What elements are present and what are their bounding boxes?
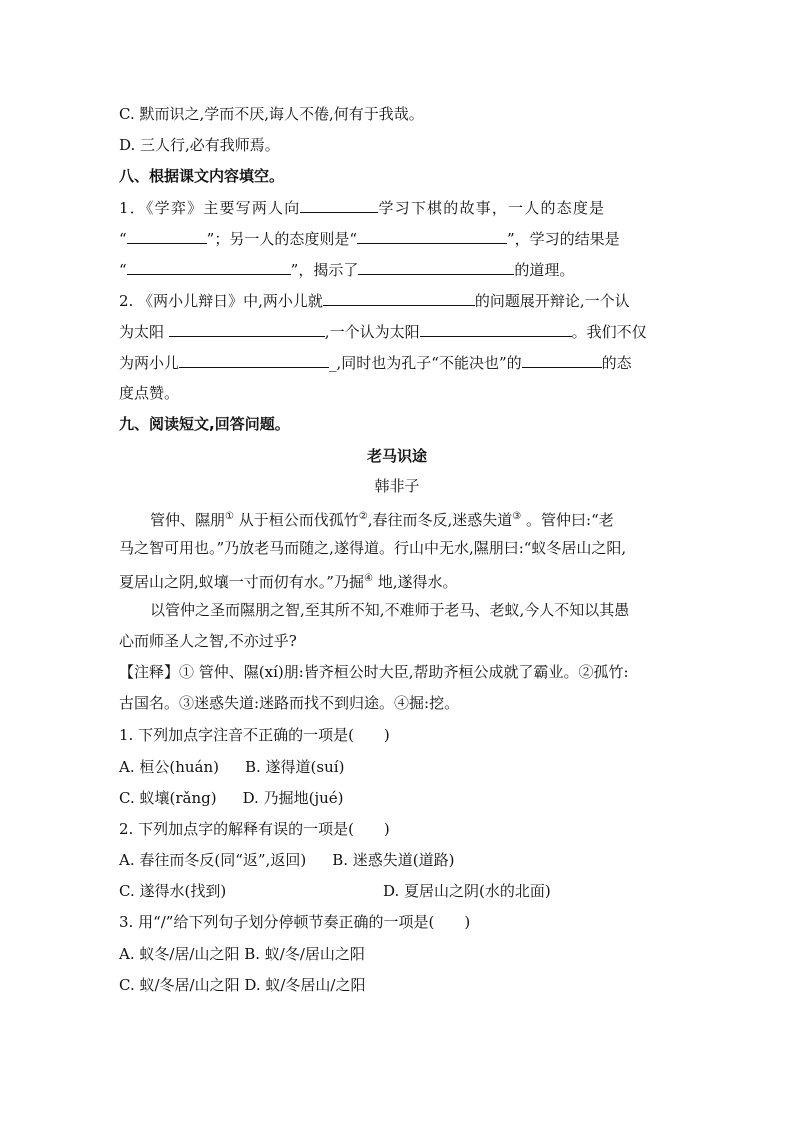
passage-p1-line1: [150, 507, 675, 530]
text: 的态: [601, 354, 632, 372]
q3-options-ab[interactable]: A. 蚁冬/居/山之阳 B. 蚁/冬/居山之阳: [119, 945, 365, 963]
option-c[interactable]: C. 遂得水(找到): [119, 882, 227, 900]
option-d: D. 三人行,必有我师焉。: [119, 136, 280, 154]
text: 从于桓公而伐孤竹: [238, 511, 359, 529]
passage-p2-line1: 以管仲之圣而隰朋之智,至其所不知,不难师于老马、老蚁,今人不知以其愚: [150, 601, 630, 619]
passage-author: 韩非子: [374, 477, 420, 495]
fill-blank[interactable]: [300, 197, 378, 213]
question-1: 1. 下列加点字注音不正确的一项是( ): [119, 726, 390, 744]
q1-options-cd: [119, 788, 675, 808]
text: 2. 《两小儿辩日》中,两小儿就: [119, 292, 323, 310]
s8-q2-line3: [119, 352, 675, 373]
text: 为太阳: [119, 323, 165, 341]
footnote-marker: ①: [225, 511, 234, 522]
fill-blank[interactable]: [179, 352, 329, 368]
text: ”；另一人的态度则是“: [206, 230, 358, 248]
option-a[interactable]: A. 桓公(huán): [119, 758, 219, 776]
text: 管仲、隰朋: [150, 511, 226, 529]
q1-options-ab: [119, 757, 675, 777]
s8-q1-line1: [119, 197, 675, 218]
s8-q2-line1: [119, 290, 675, 311]
text: ,春往而冬反,迷惑失道: [367, 511, 513, 529]
option-d[interactable]: D. 乃掘地(jué): [242, 789, 344, 807]
text: ,一个认为太阳: [324, 323, 420, 341]
option-c: C. 默而识之,学而不厌,诲人不倦,何有于我哉。: [119, 105, 424, 123]
q2-options-ab: [119, 850, 675, 870]
question-3: 3. 用“/”给下列句子划分停顿节奏正确的一项是( ): [119, 913, 471, 931]
text: ”，揭示了: [290, 261, 359, 279]
text: ”，学习的结果是: [507, 230, 620, 248]
text: 地,遂得水。: [377, 573, 458, 591]
text: 的道理。: [514, 261, 575, 279]
option-d[interactable]: D. 夏居山之阴(水的北面): [383, 882, 551, 900]
q3-options-cd[interactable]: C. 蚁/冬居/山之阳 D. 蚁/冬居山/之阳: [119, 976, 366, 994]
annotation-line2: 古国名。③迷惑失道:迷路而找不到归途。④掘:挖。: [119, 694, 460, 712]
q2-options-cd: [119, 881, 675, 901]
question-2: 2. 下列加点字的解释有误的一项是( ): [119, 820, 390, 838]
option-b[interactable]: B. 迷惑失道(道路): [332, 851, 455, 869]
passage-title: 老马识途: [366, 447, 427, 465]
text: “: [119, 230, 127, 248]
text: “: [119, 261, 127, 279]
fill-blank[interactable]: [357, 228, 507, 244]
footnote-marker: ②: [358, 511, 368, 522]
s8-q1-line3: [119, 259, 675, 280]
text: _,同时也为孔子“不能决也”的: [329, 354, 522, 372]
text: 夏居山之阴,蚁壤一寸而仞有水。”乃掘: [119, 573, 364, 591]
option-a[interactable]: A. 春往而冬反(同“返”,返回): [119, 851, 307, 869]
text: 的问题展开辩论,一个认: [474, 292, 630, 310]
section8-heading: 八、根据课文内容填空。: [119, 167, 285, 185]
section9-heading: 九、阅读短文,回答问题。: [119, 415, 290, 433]
passage-p1-line3: [119, 569, 675, 592]
fill-blank[interactable]: [522, 352, 602, 368]
fill-blank[interactable]: [420, 321, 572, 337]
s8-q2-line2: [119, 321, 675, 342]
footnote-marker: ④: [363, 573, 373, 584]
fill-blank[interactable]: [127, 259, 291, 275]
option-b[interactable]: B. 遂得道(suí): [245, 758, 345, 776]
s8-q1-line2: [119, 228, 675, 249]
text: 为两小儿: [119, 354, 180, 372]
text: 学习下棋的故事，一人的态度是: [378, 199, 606, 217]
annotation-line1: 【注释】① 管仲、隰(xí)朋:皆齐桓公时大臣,帮助齐桓公成就了霸业。②孤竹:: [119, 663, 629, 681]
fill-blank[interactable]: [358, 259, 514, 275]
footnote-marker: ③: [512, 511, 522, 522]
passage-p2-line2: 心而师圣人之智,不亦过乎?: [119, 632, 297, 650]
text: 1．《学弈》主要写两人向: [119, 199, 301, 217]
text: 。我们不仅: [571, 323, 647, 341]
option-c[interactable]: C. 蚁壤(rǎng): [119, 789, 217, 807]
fill-blank[interactable]: [127, 228, 207, 244]
fill-blank[interactable]: [323, 290, 475, 306]
s8-q2-line4: 度点赞。: [119, 384, 180, 402]
fill-blank[interactable]: [169, 321, 325, 337]
passage-p1-line2: 马之智可用也。”乃放老马而随之,遂得道。行山中无水,隰朋曰:“蚁冬居山之阳,: [119, 539, 627, 557]
text: 。管仲曰:“老: [526, 511, 614, 529]
